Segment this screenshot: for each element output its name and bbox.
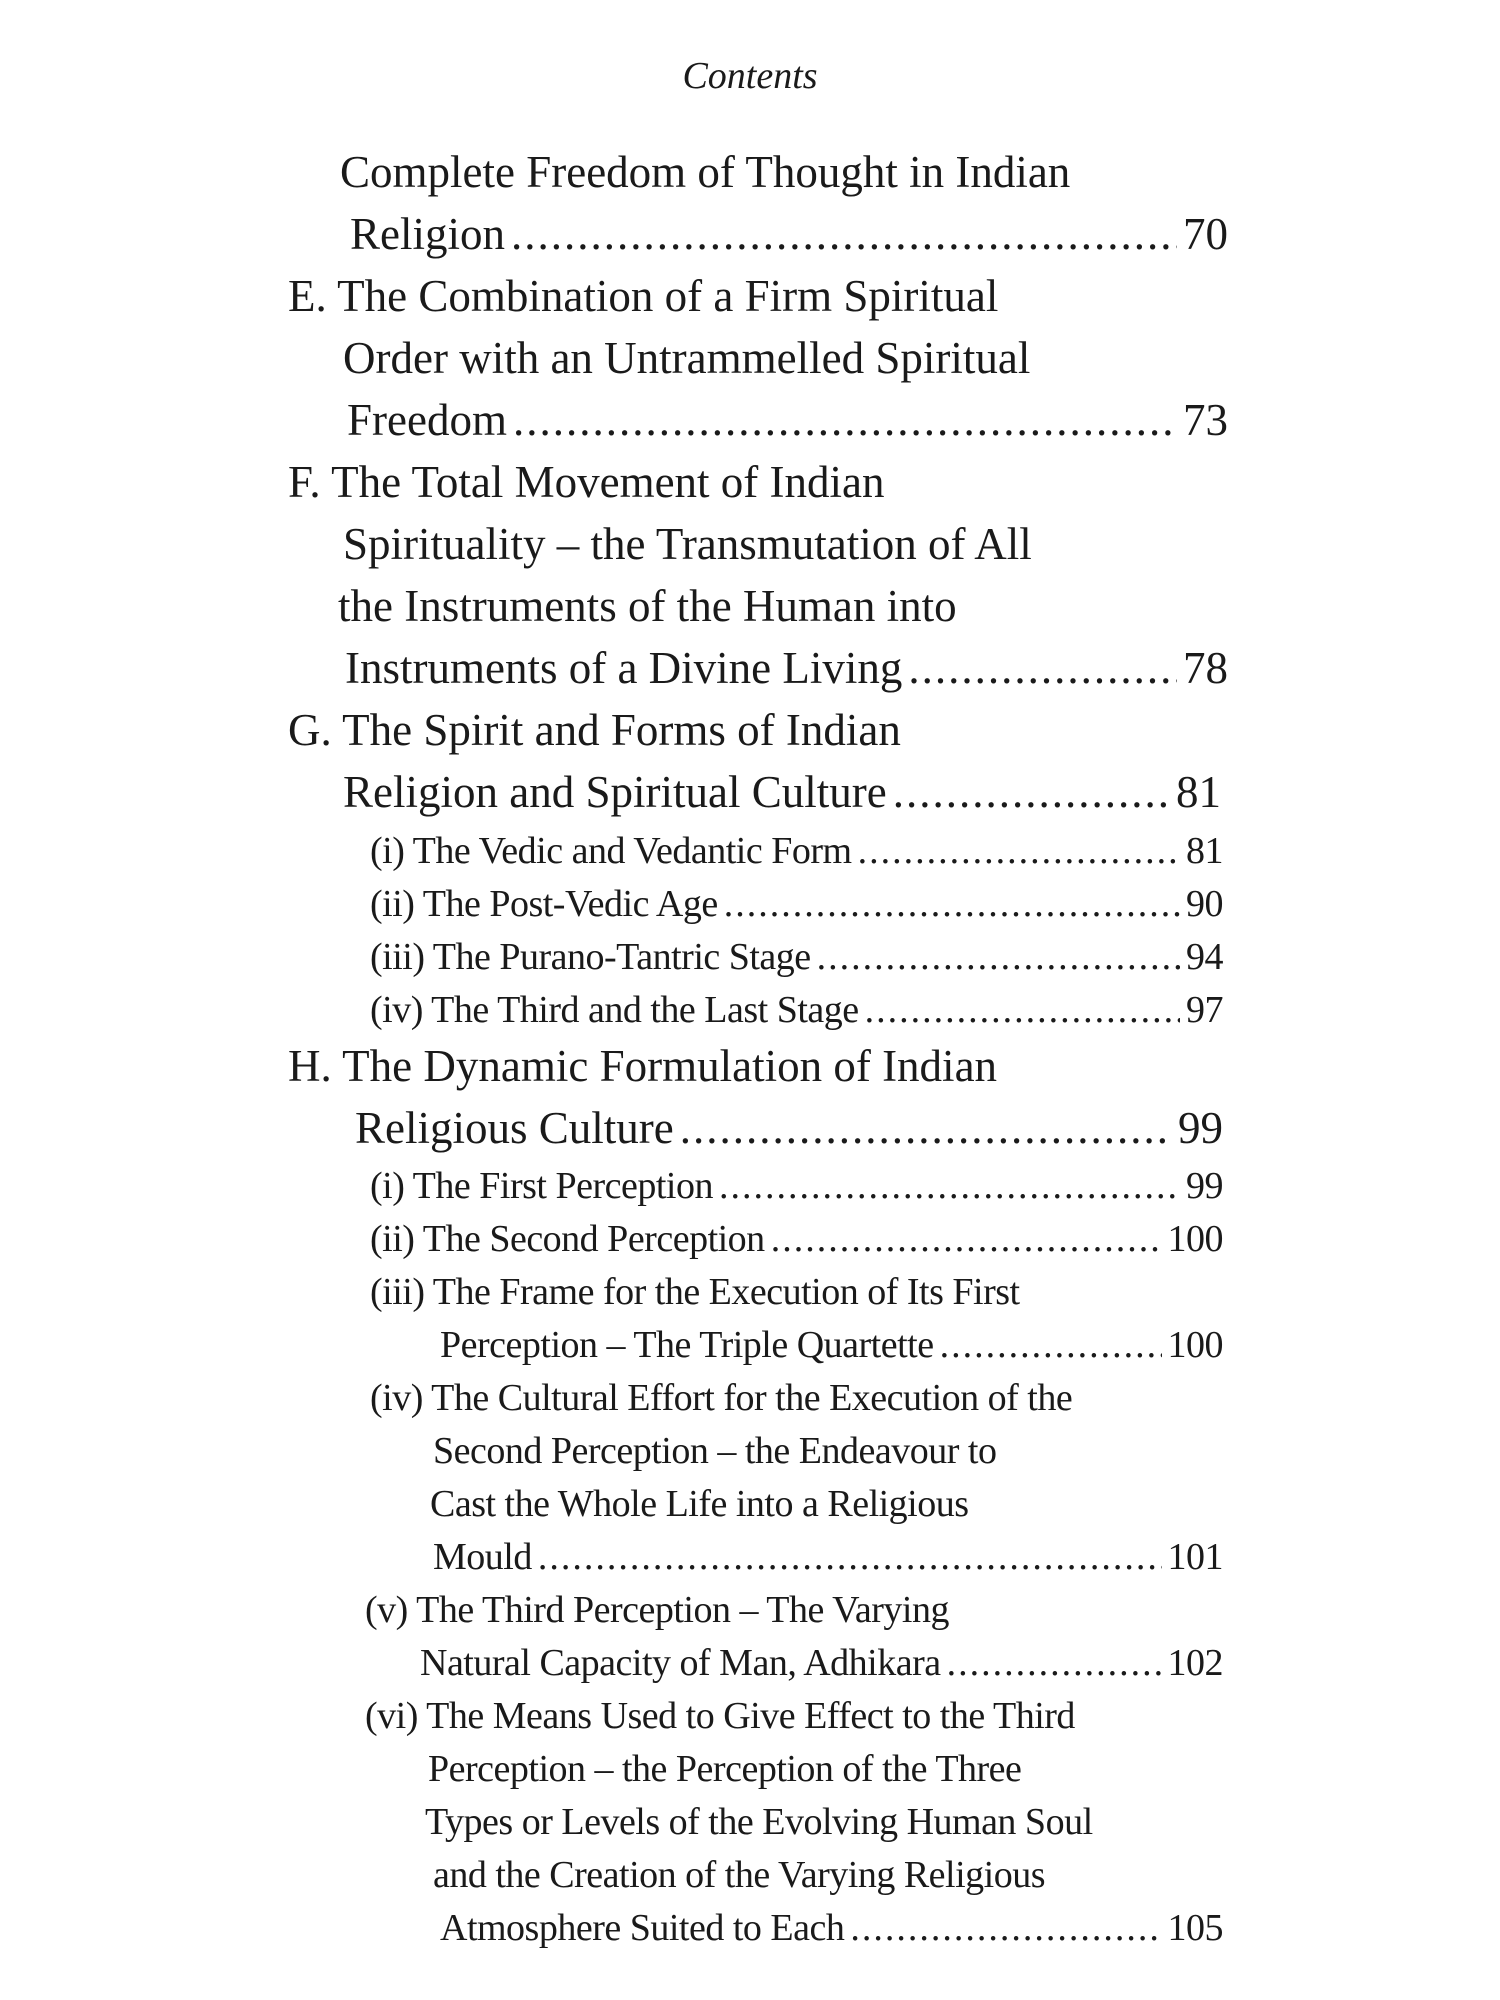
toc-entry-title: (ii) The Second Perception <box>370 1218 765 1260</box>
toc-entry-title: G. The Spirit and Forms of Indian <box>288 705 901 755</box>
toc-entry-title: Natural Capacity of Man, Adhikara <box>420 1642 941 1684</box>
page-number: 100 <box>1167 1324 1223 1366</box>
dot-leader <box>947 1637 1162 1689</box>
dot-leader <box>908 638 1177 698</box>
toc-entry-h-vi-line3 <box>425 1796 1093 1848</box>
page-number: 81 <box>1186 830 1223 872</box>
toc-entry-g-iv[interactable] <box>370 984 1223 1036</box>
dot-leader <box>724 878 1180 930</box>
toc-entry-h-vi-line2 <box>428 1743 1021 1795</box>
dot-leader <box>680 1098 1172 1158</box>
page-number: 99 <box>1178 1103 1223 1153</box>
toc-entry-freedom-line2[interactable] <box>350 204 1228 264</box>
page-number: 99 <box>1186 1165 1223 1207</box>
toc-entry-title: Cast the Whole Life into a Religious <box>430 1483 969 1525</box>
page-number: 81 <box>1176 767 1221 817</box>
page-number: 101 <box>1167 1536 1223 1578</box>
toc-entry-title: (iv) The Third and the Last Stage <box>370 989 859 1031</box>
toc-entry-h-v-line1 <box>365 1584 949 1636</box>
toc-entry-e-line1 <box>288 266 998 326</box>
page-number: 100 <box>1167 1218 1223 1260</box>
toc-entry-title: (iii) The Frame for the Execution of Its First <box>370 1271 1020 1313</box>
page-number: 78 <box>1183 643 1228 693</box>
toc-entry-title: Freedom <box>347 395 507 445</box>
toc-entry-g-ii[interactable] <box>370 878 1223 930</box>
toc-entry-title: Order with an Untrammelled Spiritual <box>343 333 1031 383</box>
toc-entry-h-iv-line3 <box>430 1478 969 1530</box>
toc-entry-h-iv-line2 <box>433 1425 996 1477</box>
dot-leader <box>513 390 1177 450</box>
page-number: 102 <box>1167 1642 1223 1684</box>
toc-entry-title: Religion and Spiritual Culture <box>343 767 887 817</box>
toc-entry-title: (iv) The Cultural Effort for the Execution of the <box>370 1377 1073 1419</box>
page-number: 73 <box>1183 395 1228 445</box>
dot-leader <box>893 762 1170 822</box>
toc-entry-h-i[interactable] <box>370 1160 1223 1212</box>
dot-leader <box>858 825 1180 877</box>
dot-leader <box>865 984 1180 1036</box>
toc-entry-f-line3 <box>338 576 957 636</box>
toc-entry-title: (iii) The Purano-Tantric Stage <box>370 936 811 978</box>
toc-entry-g-line1 <box>288 700 901 760</box>
toc-entry-f-line2 <box>343 514 1032 574</box>
toc-entry-title: (i) The First Perception <box>370 1165 713 1207</box>
toc-entry-e-line3[interactable] <box>347 390 1228 450</box>
toc-entry-f-line4[interactable] <box>345 638 1228 698</box>
toc-entry-h-vi-line4 <box>433 1849 1045 1901</box>
dot-leader <box>771 1213 1162 1265</box>
toc-entry-title: and the Creation of the Varying Religious <box>433 1854 1046 1896</box>
toc-entry-title: Perception – the Perception of the Three <box>428 1748 1022 1790</box>
toc-entry-h-iv-line4[interactable] <box>433 1531 1223 1583</box>
dot-leader <box>817 931 1180 983</box>
toc-entry-h-ii[interactable] <box>370 1213 1223 1265</box>
dot-leader <box>511 204 1177 264</box>
toc-entry-title: (ii) The Post-Vedic Age <box>370 883 718 925</box>
toc-entry-title: E. The Combination of a Firm Spiritual <box>288 271 999 321</box>
toc-entry-title: Complete Freedom of Thought in Indian <box>340 147 1071 197</box>
toc-entry-title: Perception – The Triple Quartette <box>440 1324 934 1366</box>
toc-entry-title: Instruments of a Divine Living <box>345 643 903 693</box>
toc-entry-e-line2 <box>343 328 1030 388</box>
toc-entry-h-iii-line2[interactable] <box>440 1319 1223 1371</box>
dot-leader <box>940 1319 1162 1371</box>
toc-entry-title: (vi) The Means Used to Give Effect to the Third <box>365 1695 1075 1737</box>
toc-entry-h-vi-line5[interactable] <box>440 1902 1223 1954</box>
page-number: 94 <box>1186 936 1223 978</box>
toc-entry-title: Religious Culture <box>355 1103 674 1153</box>
toc-entry-h-iv-line1 <box>370 1372 1072 1424</box>
toc-entry-g-iii[interactable] <box>370 931 1223 983</box>
dot-leader <box>538 1531 1162 1583</box>
toc-entry-freedom-line1 <box>340 142 1070 202</box>
toc-entry-f-line1 <box>288 452 885 512</box>
page-number: 97 <box>1186 989 1223 1031</box>
toc-entry-h-line2[interactable] <box>355 1098 1223 1158</box>
page-number: 70 <box>1183 209 1228 259</box>
toc-entry-title: Atmosphere Suited to Each <box>440 1907 845 1949</box>
toc-entry-title: (i) The Vedic and Vedantic Form <box>370 830 852 872</box>
toc-entry-title: Mould <box>433 1536 532 1578</box>
toc-entry-title: Religion <box>350 209 505 259</box>
page-header: Contents <box>682 55 818 97</box>
toc-entry-g-line2[interactable] <box>343 762 1221 822</box>
toc-entry-h-iii-line1 <box>370 1266 1020 1318</box>
page-number: 90 <box>1186 883 1223 925</box>
toc-entry-h-line1 <box>288 1036 997 1096</box>
dot-leader <box>850 1902 1161 1954</box>
toc-entry-h-vi-line1 <box>365 1690 1075 1742</box>
toc-entry-title: the Instruments of the Human into <box>338 581 957 631</box>
toc-entry-h-v-line2[interactable] <box>420 1637 1223 1689</box>
dot-leader <box>719 1160 1180 1212</box>
toc-entry-title: Types or Levels of the Evolving Human Soul <box>425 1801 1093 1843</box>
page-number: 105 <box>1167 1907 1223 1949</box>
toc-entry-title: Second Perception – the Endeavour to <box>433 1430 997 1472</box>
toc-entry-title: (v) The Third Perception – The Varying <box>365 1589 949 1631</box>
toc-entry-title: F. The Total Movement of Indian <box>288 457 885 507</box>
toc-entry-title: Spirituality – the Transmutation of All <box>343 519 1032 569</box>
toc-entry-g-i[interactable] <box>370 825 1223 877</box>
toc-entry-title: H. The Dynamic Formulation of Indian <box>288 1041 998 1091</box>
